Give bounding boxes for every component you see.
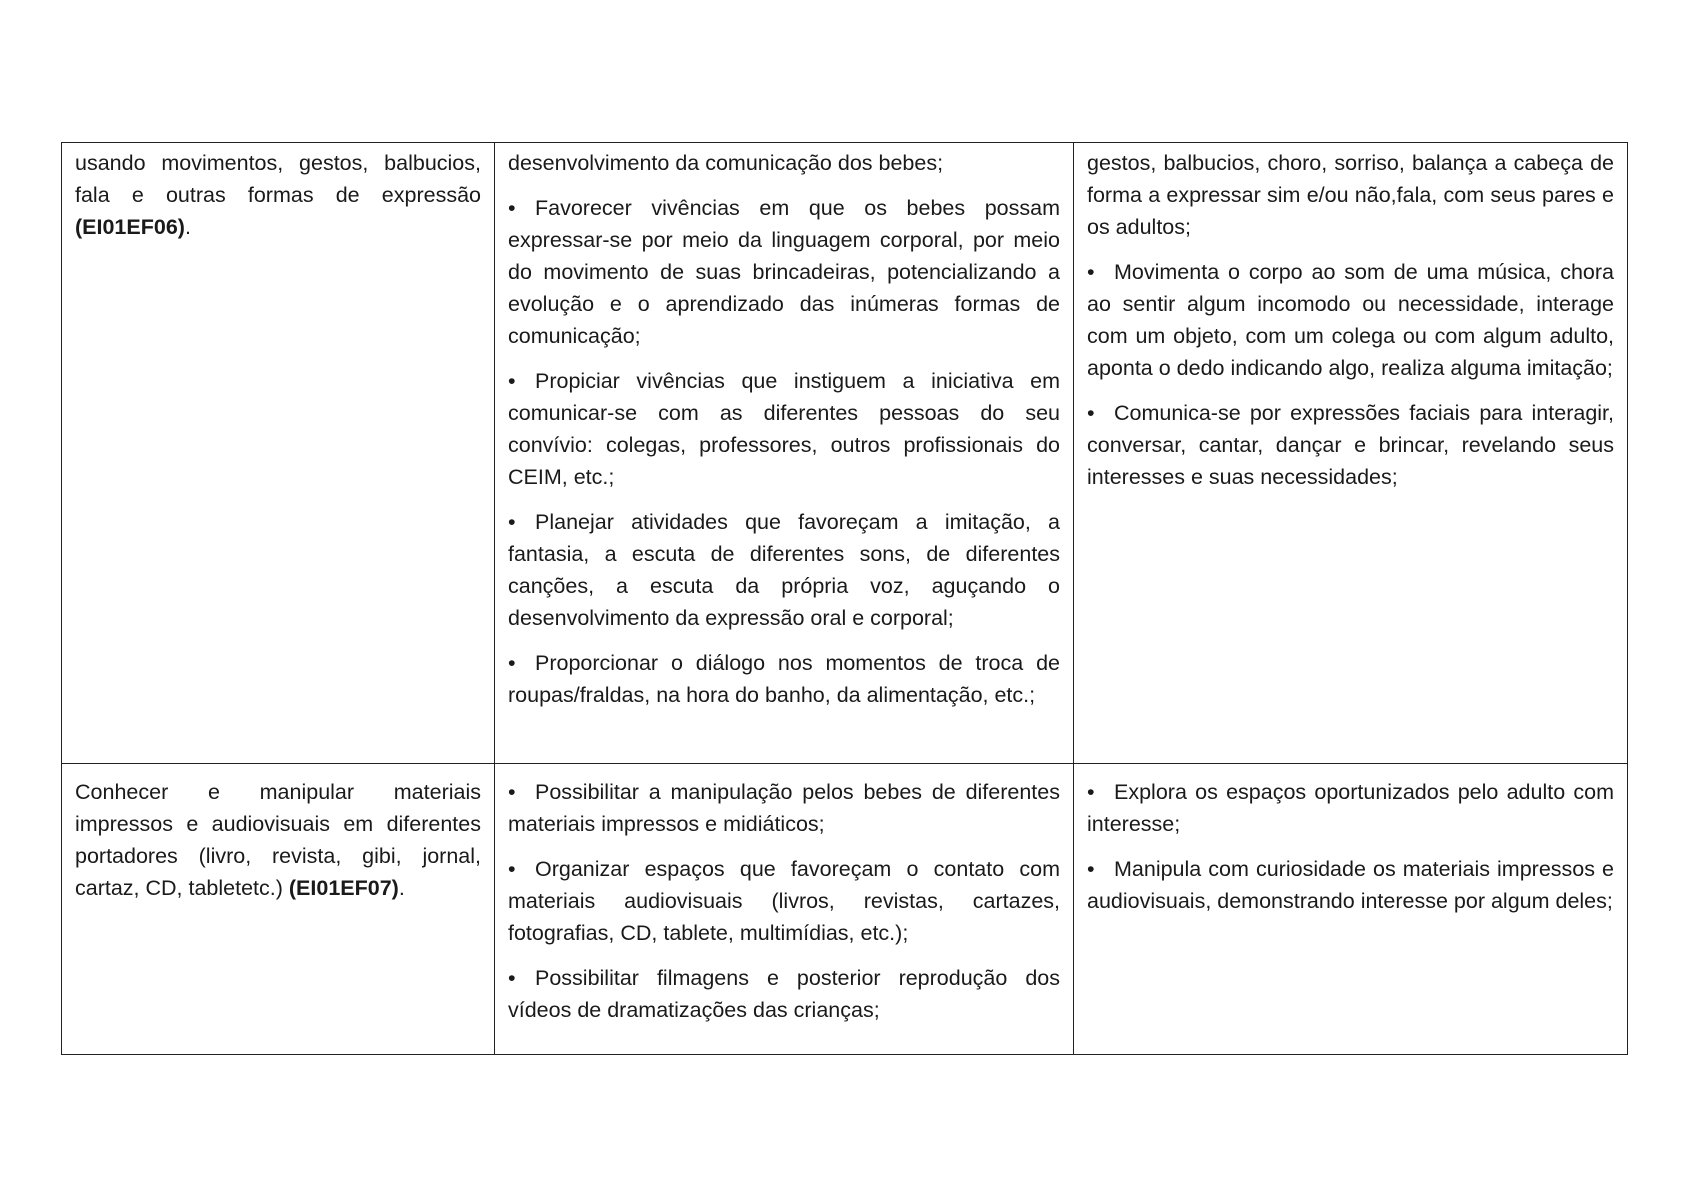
list-item: • Organizar espaços que favoreçam o contato com materiais audiovisuais (livros, revistas, cartazes, fotografias, CD, tablete, multimídias, etc.); (508, 853, 1060, 949)
bullet-icon: • (1087, 857, 1095, 881)
list-item: • Comunica-se por expressões faciais para interagir, conversar, cantar, dançar e brincar, revelando seus interesses e suas necessidades; (1087, 397, 1614, 493)
bullet-icon: • (1087, 260, 1095, 284)
list-item: • Planejar atividades que favoreçam a imitação, a fantasia, a escuta de diferentes sons, de diferentes canções, a escuta da própria voz, aguçando o desenvolvimento da expressão oral e corporal; (508, 506, 1060, 634)
strategies-cell (495, 764, 1074, 1055)
list-item: • Manipula com curiosidade os materiais impressos e audiovisuais, demonstrando interesse por algum deles; (1087, 853, 1614, 917)
evaluation-continuation: gestos, balbucios, choro, sorriso, balança a cabeça de forma a expressar sim e/ou não,fala, com seus pares e os adultos; (1087, 151, 1614, 239)
objective-text: usando movimentos, gestos, balbucios, fala e outras formas de expressão (EI01EF06). (75, 151, 481, 239)
objective-cell (62, 143, 495, 764)
objective-code: (EI01EF07) (288, 876, 399, 900)
bullet-icon: • (508, 196, 516, 220)
objective-cell (62, 764, 495, 1055)
list-item: • Favorecer vivências em que os bebes possam expressar-se por meio da linguagem corporal, por meio do movimento de suas brincadeiras, potencializando a evolução e o aprendizado das inúmeras formas de comunicação; (508, 192, 1060, 352)
strategies-cell (495, 143, 1074, 764)
list-item: • Proporcionar o diálogo nos momentos de troca de roupas/fraldas, na hora do banho, da alimentação, etc.; (508, 647, 1060, 711)
curriculum-table (61, 142, 1628, 1055)
evaluation-cell (1074, 764, 1628, 1055)
bullet-icon: • (508, 510, 516, 534)
evaluation-cell (1074, 143, 1628, 764)
bullet-icon: • (1087, 401, 1095, 425)
list-item: • Propiciar vivências que instiguem a iniciativa em comunicar-se com as diferentes pessoas do seu convívio: colegas, professores, outros profissionais do CEIM, etc.; (508, 365, 1060, 493)
bullet-icon: • (1087, 780, 1095, 804)
strategy-continuation: desenvolvimento da comunicação dos bebes; (508, 151, 944, 175)
table-row (62, 764, 1628, 1055)
objective-text: Conhecer e manipular materiais impressos e audiovisuais em diferentes portadores (livro, revista, gibi, jornal, cartaz, CD, tabletetc.) (EI01EF07). (75, 780, 481, 900)
list-item: • Possibilitar a manipulação pelos bebes de diferentes materiais impressos e midiáticos; (508, 776, 1060, 840)
table-row (62, 143, 1628, 764)
objective-code: (EI01EF06) (75, 215, 185, 239)
bullet-icon: • (508, 857, 516, 881)
bullet-icon: • (508, 780, 516, 804)
list-item: • Explora os espaços oportunizados pelo adulto com interesse; (1087, 776, 1614, 840)
bullet-icon: • (508, 651, 516, 675)
bullet-icon: • (508, 369, 516, 393)
list-item: • Possibilitar filmagens e posterior reprodução dos vídeos de dramatizações das crianças; (508, 962, 1060, 1026)
list-item: • Movimenta o corpo ao som de uma música, chora ao sentir algum incomodo ou necessidade, interage com um objeto, com um colega ou com algum adulto, aponta o dedo indicando algo, realiza alguma imitação; (1087, 256, 1614, 384)
bullet-icon: • (508, 966, 516, 990)
